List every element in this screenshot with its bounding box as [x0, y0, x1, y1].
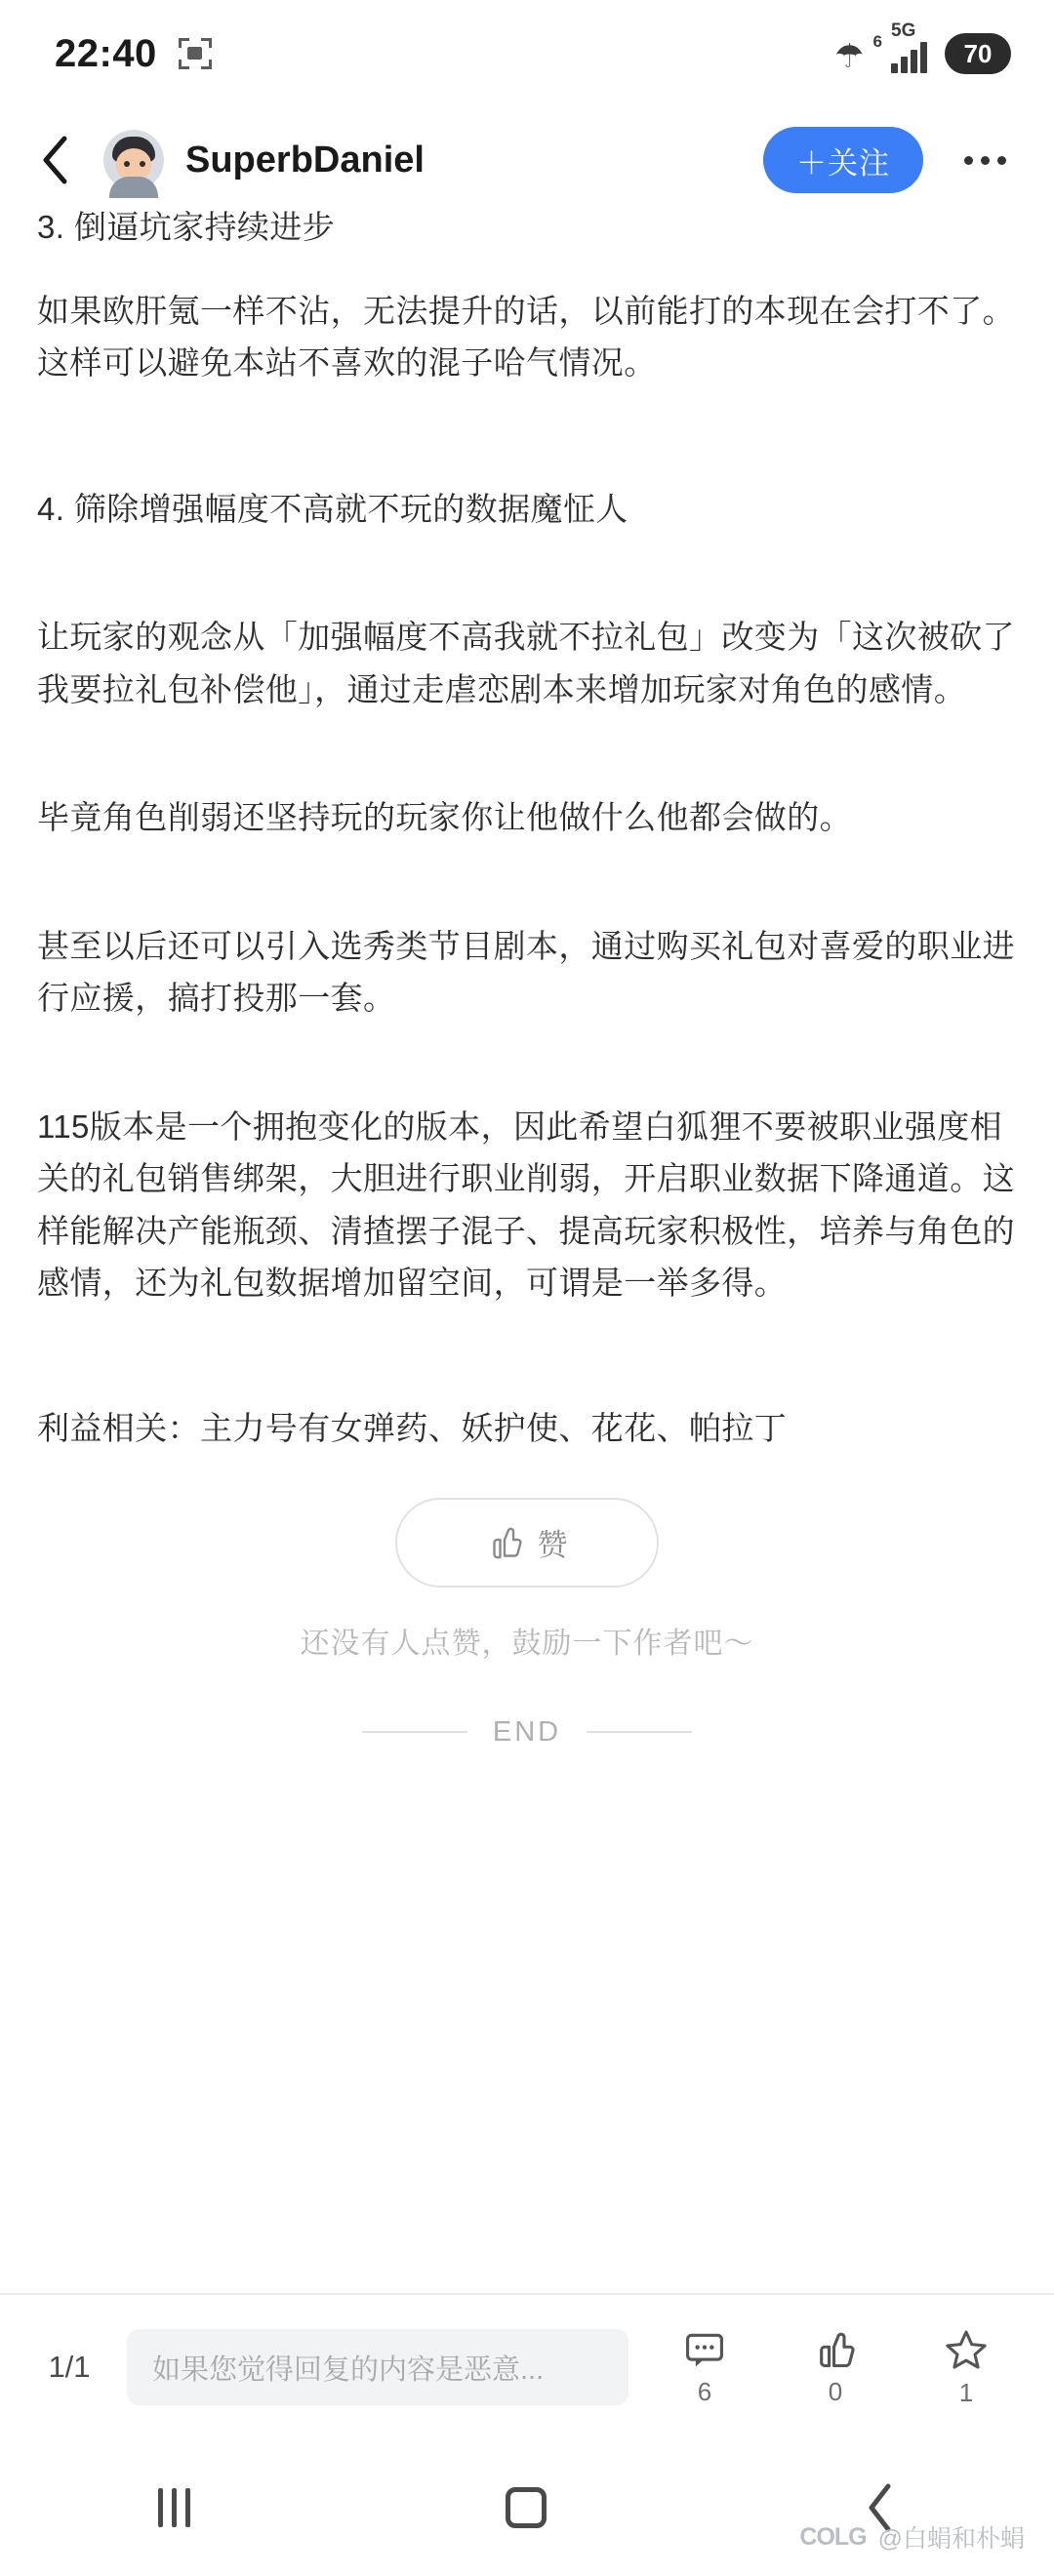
- article-paragraph: 让玩家的观念从「加强幅度不高我就不拉礼包」改变为「这次被砍了我要拉礼包补偿他」，通过走虐恋剧本来增加玩家对角色的感情。: [37, 619, 1015, 707]
- like-button-label: 赞: [537, 1528, 568, 1563]
- like-count: 0: [828, 2376, 843, 2406]
- like-section: [37, 1498, 1017, 1749]
- watermark: [799, 2519, 1025, 2555]
- comment-input[interactable]: 如果您觉得回复的内容是恶意...: [127, 2329, 628, 2405]
- chevron-left-icon[interactable]: [29, 129, 82, 191]
- author-username[interactable]: SuperbDaniel: [185, 139, 425, 181]
- thumbs-up-icon: [814, 2328, 857, 2371]
- android-nav-bar: [0, 2439, 1054, 2576]
- like-action[interactable]: [781, 2328, 890, 2407]
- comment-action[interactable]: [650, 2328, 759, 2407]
- avatar[interactable]: [103, 130, 164, 190]
- more-horizontal-icon[interactable]: [951, 127, 1019, 193]
- article-paragraph: 115版本是一个拥抱变化的版本，因此希望白狐狸不要被职业强度相关的礼包销售绑架，大胆进行职业削弱，开启职业数据下降通道。这样能解决产能瓶颈、清揸摆子混子、提高玩家积极性，培养与角色的感情，还为礼包数据增加留空间，可谓是一举多得。: [37, 1107, 1015, 1301]
- status-bar-left: [55, 32, 212, 76]
- screenshot-icon: [179, 38, 212, 69]
- article-paragraph: 利益相关：主力号有女弹药、妖护使、花花、帕拉丁: [37, 1410, 788, 1447]
- wifi-generation-label: 6: [872, 32, 882, 51]
- like-button[interactable]: [395, 1498, 659, 1588]
- thumbs-up-icon: [487, 1525, 522, 1560]
- network-type-label: 5G: [891, 20, 916, 41]
- home-icon[interactable]: [506, 2487, 547, 2528]
- comment-bar: [0, 2293, 1054, 2439]
- favorite-count: 1: [958, 2377, 974, 2407]
- article-paragraph: 4. 筛除增强幅度不高就不玩的数据魔怔人: [37, 490, 628, 527]
- article-content[interactable]: [0, 209, 1054, 2293]
- article-paragraph: 如果欧肝氪一样不沾，无法提升的话，以前能打的本现在会打不了。这样可以避免本站不喜欢的混子哈气情况。: [37, 293, 1015, 382]
- divider-line-right: [587, 1731, 692, 1733]
- comment-count: 6: [697, 2376, 712, 2406]
- page-indicator[interactable]: 1/1: [48, 2350, 91, 2384]
- status-bar: [0, 0, 1054, 107]
- article-paragraph: 甚至以后还可以引入选秀类节目剧本，通过购买礼包对喜爱的职业进行应援，搞打投那一套。: [37, 927, 1015, 1017]
- watermark-logo: COLG: [799, 2522, 867, 2551]
- follow-button[interactable]: ＋关注: [763, 127, 923, 193]
- status-clock: 22:40: [55, 31, 157, 75]
- article-paragraph: 3. 倒逼坑家持续进步: [37, 209, 336, 245]
- app-header: [0, 107, 1054, 213]
- article-paragraph: 毕竟角色削弱还坚持玩的玩家你让他做什么他都会做的。: [37, 799, 852, 836]
- divider-line-left: [362, 1731, 467, 1733]
- end-label: END: [492, 1715, 562, 1748]
- wifi-icon: ☂ 6: [834, 32, 882, 75]
- favorite-action[interactable]: [912, 2327, 1021, 2408]
- star-icon: [944, 2327, 989, 2372]
- article-end-divider: [362, 1716, 692, 1749]
- like-hint-text: 还没有人点赞，鼓励一下作者吧～: [300, 1627, 754, 1660]
- comment-icon: [683, 2328, 726, 2371]
- signal-bars-icon: [891, 20, 927, 73]
- status-bar-right: [834, 20, 1011, 75]
- battery-indicator: 70: [945, 33, 1011, 74]
- watermark-text: @白蜎和朴蜎: [877, 2525, 1025, 2553]
- recent-apps-icon[interactable]: [158, 2488, 190, 2527]
